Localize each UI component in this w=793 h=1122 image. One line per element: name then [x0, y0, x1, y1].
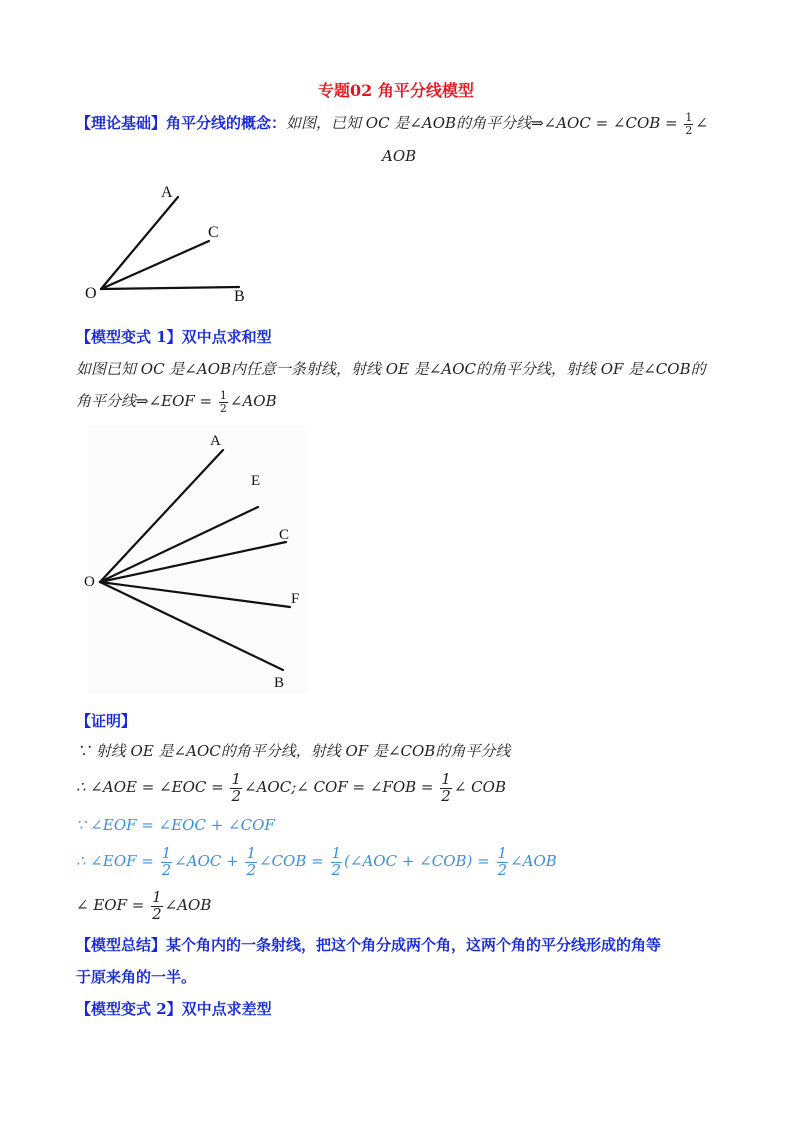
variant2-heading: 【模型变式 2】双中点求差型	[76, 1000, 272, 1018]
summary-line2: 于原来角的一半。	[76, 968, 197, 986]
theory-text: 如图，已知 OC 是∠AOB的角平分线⇒∠AOC = ∠COB =	[286, 114, 683, 132]
theory-line	[76, 112, 708, 136]
variant1-line1: 如图已知 OC 是∠AOB内任意一条射线，射线 OE 是∠AOC的角平分线，射线 OF 是∠COB的	[76, 360, 706, 378]
proof-line4: ∴ ∠EOF = $\frac{1}{2}$ ∠AOC + $\frac{1}{2}$ ∠COB = $\frac{1}{2}$ (∠AOC + ∠COB) = $\frac{1}{2}$ ∠AOB	[76, 844, 557, 879]
variant1-line2: 角平分线⇒∠EOF = $\frac{1}{2}$ ∠AOB	[76, 389, 277, 415]
label-c: C	[279, 527, 290, 543]
figure-double-bisector	[78, 420, 318, 700]
label-f: F	[291, 591, 300, 607]
proof-line3: ∵ ∠EOF = ∠EOC + ∠COF	[76, 816, 275, 834]
proof-line5: ∠ EOF = $\frac{1}{2}$ ∠AOB	[76, 888, 212, 923]
label-a: A	[210, 433, 221, 449]
label-o: O	[84, 574, 95, 590]
proof-line2: ∴ ∠AOE = ∠EOC = $\frac{1}{2}$ ∠AOC;∠ COF = ∠FOB = $\frac{1}{2}$ ∠ COB	[76, 770, 506, 805]
label-b: B	[274, 675, 285, 691]
figure-angle-bisector	[70, 175, 270, 310]
label-o: O	[85, 285, 97, 302]
label-c: C	[208, 224, 219, 241]
theory-heading: 角平分线的概念：	[166, 114, 287, 132]
ray-ob	[101, 287, 239, 289]
variant1-fraction: $\frac{1}{2}$	[219, 389, 227, 415]
ray-oc	[101, 241, 209, 289]
summary-line1: 【模型总结】某个角内的一条射线，把这个角分成两个角，这两个角的平分线形成的角等	[76, 936, 662, 954]
label-a: A	[161, 184, 173, 201]
label-e: E	[251, 473, 261, 489]
page-title: 专题02 角平分线模型	[318, 81, 474, 100]
proof-line1: ∵ 射线 OE 是∠AOC的角平分线，射线 OF 是∠COB的角平分线	[76, 742, 511, 760]
theory-fraction: $\frac{1}{2}$	[685, 111, 693, 137]
proof-heading: 【证明】	[76, 712, 137, 730]
theory-wrap: AOB	[382, 147, 417, 165]
ray-oa	[101, 197, 178, 289]
theory-tag: 【理论基础】	[76, 114, 167, 132]
label-b: B	[234, 288, 245, 305]
theory-tail: ∠	[695, 114, 708, 132]
variant1-heading: 【模型变式 1】双中点求和型	[76, 328, 272, 346]
